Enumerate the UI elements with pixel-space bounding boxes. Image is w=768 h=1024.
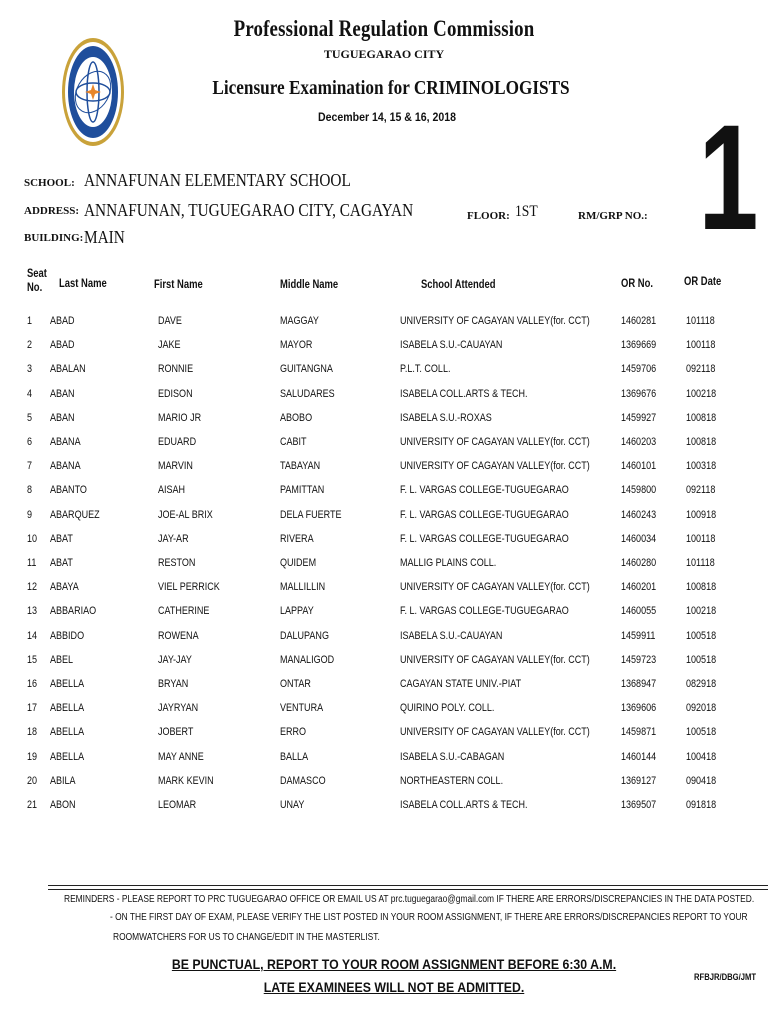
- row-middle-name: GUITANGNA: [280, 363, 333, 376]
- table-row: [0, 747, 768, 771]
- row-or-no: 1459706: [621, 363, 657, 376]
- school-label: SCHOOL:: [24, 177, 75, 189]
- row-or-date: 100818: [686, 411, 717, 424]
- col-or-no: OR No.: [621, 278, 653, 290]
- row-seat: 17: [27, 702, 38, 715]
- row-middle-name: QUIDEM: [280, 557, 317, 569]
- row-or-date: 100218: [686, 387, 717, 400]
- table-row: [0, 674, 768, 698]
- row-last-name: ABANTO: [50, 484, 87, 497]
- row-or-no: 1459723: [621, 653, 657, 666]
- row-first-name: JAYRYAN: [158, 702, 199, 715]
- row-seat: 20: [27, 774, 38, 787]
- row-last-name: ABELLA: [50, 678, 85, 690]
- col-school-attended: School Attended: [421, 279, 496, 291]
- row-school: UNIVERSITY OF CAGAYAN VALLEY(for. CCT): [400, 436, 590, 448]
- row-seat: 7: [27, 460, 33, 473]
- row-last-name: ABELLA: [50, 750, 85, 763]
- row-middle-name: BALLA: [280, 750, 309, 763]
- room-group-label: RM/GRP NO.:: [578, 210, 648, 222]
- row-or-date: 100318: [686, 460, 717, 473]
- row-or-no: 1459871: [621, 726, 657, 739]
- row-school: CAGAYAN STATE UNIV.-PIAT: [400, 678, 522, 690]
- row-school: UNIVERSITY OF CAGAYAN VALLEY(for. CCT): [400, 726, 590, 739]
- row-or-date: 100918: [686, 508, 717, 521]
- table-row: [0, 722, 768, 746]
- row-or-date: 100118: [686, 339, 716, 352]
- row-seat: 12: [27, 581, 38, 594]
- row-middle-name: CABIT: [280, 436, 307, 448]
- row-or-no: 1460243: [621, 508, 657, 521]
- row-seat: 8: [27, 484, 33, 497]
- row-last-name: ABAT: [50, 557, 73, 569]
- row-or-date: 100118: [686, 532, 716, 545]
- table-row: [0, 698, 768, 722]
- row-last-name: ABBARIAO: [50, 605, 97, 618]
- row-last-name: ABAD: [50, 315, 75, 327]
- row-middle-name: ABOBO: [280, 411, 313, 424]
- row-or-date: 100818: [686, 581, 717, 594]
- row-first-name: EDISON: [158, 387, 193, 400]
- row-middle-name: DALUPANG: [280, 629, 329, 642]
- row-or-no: 1459800: [621, 484, 657, 497]
- row-first-name: MARK KEVIN: [158, 774, 214, 787]
- row-first-name: LEOMAR: [158, 799, 197, 811]
- floor-label: FLOOR:: [467, 210, 510, 222]
- table-row: [0, 650, 768, 674]
- row-first-name: ROWENA: [158, 629, 199, 642]
- row-middle-name: TABAYAN: [280, 460, 321, 473]
- row-last-name: ABAN: [50, 411, 75, 424]
- address-label: ADDRESS:: [24, 205, 80, 217]
- row-school: UNIVERSITY OF CAGAYAN VALLEY(for. CCT): [400, 460, 590, 473]
- row-seat: 15: [27, 653, 38, 666]
- row-last-name: ABILA: [50, 774, 76, 787]
- row-middle-name: MANALIGOD: [280, 653, 335, 666]
- row-or-no: 1460280: [621, 557, 657, 569]
- row-school: ISABELA S.U.-CAUAYAN: [400, 629, 503, 642]
- row-school: F. L. VARGAS COLLEGE-TUGUEGARAO: [400, 605, 569, 618]
- row-or-no: 1459911: [621, 629, 656, 642]
- row-seat: 2: [27, 339, 33, 352]
- table-row: [0, 335, 768, 359]
- col-first-name: First Name: [154, 279, 203, 291]
- row-first-name: JOBERT: [158, 726, 194, 739]
- row-middle-name: DELA FUERTE: [280, 508, 342, 521]
- row-seat: 19: [27, 750, 38, 763]
- row-first-name: CATHERINE: [158, 605, 210, 618]
- building-label: BUILDING:: [24, 232, 84, 244]
- row-first-name: MAY ANNE: [158, 750, 204, 763]
- table-row: [0, 771, 768, 795]
- row-or-date: 092118: [686, 363, 716, 376]
- row-or-date: 091818: [686, 799, 717, 811]
- col-seat-line1: Seat: [27, 268, 47, 280]
- table-row: [0, 505, 768, 529]
- row-school: F. L. VARGAS COLLEGE-TUGUEGARAO: [400, 484, 569, 497]
- row-school: UNIVERSITY OF CAGAYAN VALLEY(for. CCT): [400, 653, 590, 666]
- row-last-name: ABAN: [50, 387, 75, 400]
- row-last-name: ABBIDO: [50, 629, 85, 642]
- row-or-no: 1369127: [621, 774, 657, 787]
- row-or-no: 1460034: [621, 532, 657, 545]
- row-or-date: 100518: [686, 726, 717, 739]
- row-first-name: RESTON: [158, 557, 196, 569]
- row-first-name: AISAH: [158, 484, 186, 497]
- table-row: [0, 432, 768, 456]
- row-school: ISABELA S.U.-CAUAYAN: [400, 339, 503, 352]
- row-or-no: 1369669: [621, 339, 657, 352]
- table-row: [0, 480, 768, 504]
- row-middle-name: UNAY: [280, 799, 305, 811]
- punctuality-notice: BE PUNCTUAL, REPORT TO YOUR ROOM ASSIGNMENT BEFORE 6:30 A.M.: [171, 956, 617, 972]
- row-or-date: 100218: [686, 605, 717, 618]
- row-last-name: ABARQUEZ: [50, 508, 100, 521]
- row-or-no: 1460201: [621, 581, 657, 594]
- row-seat: 5: [27, 411, 33, 424]
- row-last-name: ABANA: [50, 460, 81, 473]
- row-middle-name: ONTAR: [280, 678, 311, 690]
- row-or-no: 1368947: [621, 678, 657, 690]
- document-code: RFBJR/DBG/JMT: [694, 972, 757, 982]
- row-or-date: 100818: [686, 436, 717, 448]
- organization-title: Professional Regulation Commission: [233, 16, 535, 41]
- table-row: [0, 408, 768, 432]
- table-row: [0, 311, 768, 335]
- row-or-date: 100418: [686, 750, 717, 763]
- row-seat: 10: [27, 532, 38, 545]
- row-seat: 1: [27, 315, 33, 327]
- organization-city: TUGUEGARAO CITY: [323, 47, 445, 61]
- room-number: 1: [698, 93, 759, 261]
- reminder-line-1: REMINDERS - PLEASE REPORT TO PRC TUGUEGARAO OFFICE OR EMAIL US AT prc.tuguegarao@gmail.com IF THERE ARE ERRORS/DISCREPANCIES IN THE DATA POSTED.: [64, 894, 755, 905]
- row-or-no: 1460144: [621, 750, 657, 763]
- row-first-name: BRYAN: [158, 678, 189, 690]
- row-first-name: MARVIN: [158, 460, 193, 473]
- row-first-name: VIEL PERRICK: [158, 581, 220, 594]
- row-first-name: DAVE: [158, 315, 182, 327]
- table-row: [0, 529, 768, 553]
- col-last-name: Last Name: [59, 278, 107, 290]
- exam-title: Licensure Examination for CRIMINOLOGISTS: [212, 77, 570, 99]
- table-row: [0, 359, 768, 383]
- row-school: MALLIG PLAINS COLL.: [400, 557, 497, 569]
- exam-dates: December 14, 15 & 16, 2018: [318, 110, 456, 124]
- row-last-name: ABELLA: [50, 726, 85, 739]
- table-row: [0, 626, 768, 650]
- row-seat: 18: [27, 726, 38, 739]
- col-seat-line2: No.: [27, 282, 43, 294]
- row-school: ISABELA S.U.-ROXAS: [400, 411, 492, 424]
- row-last-name: ABAYA: [50, 581, 79, 594]
- row-middle-name: VENTURA: [280, 702, 324, 715]
- floor-value: 1ST: [515, 203, 538, 220]
- col-or-date: OR Date: [684, 276, 722, 288]
- row-or-no: 1460055: [621, 605, 657, 618]
- row-first-name: JAKE: [158, 339, 181, 352]
- row-last-name: ABANA: [50, 436, 81, 448]
- table-row: [0, 601, 768, 625]
- row-seat: 16: [27, 678, 38, 690]
- table-row: [0, 384, 768, 408]
- row-last-name: ABALAN: [50, 363, 86, 376]
- reminder-line-3: ROOMWATCHERS FOR US TO CHANGE/EDIT IN THE MASTERLIST.: [113, 932, 380, 943]
- row-first-name: JOE-AL BRIX: [158, 508, 213, 521]
- row-seat: 9: [27, 508, 33, 521]
- row-school: ISABELA COLL.ARTS & TECH.: [400, 799, 528, 811]
- row-last-name: ABON: [50, 799, 76, 811]
- late-admission-notice: LATE EXAMINEES WILL NOT BE ADMITTED.: [263, 979, 525, 995]
- row-middle-name: LAPPAY: [280, 605, 314, 618]
- footer-divider-2: [48, 889, 768, 890]
- row-or-no: 1460101: [621, 460, 657, 473]
- row-or-date: 092018: [686, 702, 717, 715]
- row-or-date: 100518: [686, 653, 717, 666]
- row-seat: 11: [27, 557, 37, 569]
- row-last-name: ABAD: [50, 339, 75, 352]
- address-value: ANNAFUNAN, TUGUEGARAO CITY, CAGAYAN: [84, 200, 414, 220]
- row-or-no: 1369507: [621, 799, 657, 811]
- row-or-no: 1459927: [621, 411, 657, 424]
- row-middle-name: MAGGAY: [280, 315, 319, 327]
- row-seat: 4: [27, 387, 33, 400]
- row-last-name: ABAT: [50, 532, 73, 545]
- row-school: QUIRINO POLY. COLL.: [400, 702, 495, 715]
- row-school: ISABELA S.U.-CABAGAN: [400, 750, 505, 763]
- row-or-date: 101118: [686, 315, 715, 327]
- row-school: F. L. VARGAS COLLEGE-TUGUEGARAO: [400, 532, 569, 545]
- row-school: UNIVERSITY OF CAGAYAN VALLEY(for. CCT): [400, 581, 590, 594]
- row-middle-name: RIVERA: [280, 532, 314, 545]
- row-middle-name: ERRO: [280, 726, 307, 739]
- row-middle-name: DAMASCO: [280, 774, 326, 787]
- row-or-no: 1460281: [621, 315, 657, 327]
- row-seat: 3: [27, 363, 33, 376]
- school-name: ANNAFUNAN ELEMENTARY SCHOOL: [84, 170, 351, 190]
- footer-divider: [48, 885, 768, 886]
- row-last-name: ABEL: [50, 653, 74, 666]
- row-middle-name: PAMITTAN: [280, 484, 325, 497]
- row-or-date: 082918: [686, 678, 717, 690]
- row-school: UNIVERSITY OF CAGAYAN VALLEY(for. CCT): [400, 315, 590, 327]
- row-first-name: EDUARD: [158, 436, 197, 448]
- reminder-line-2: - ON THE FIRST DAY OF EXAM, PLEASE VERIFY THE LIST POSTED IN YOUR ROOM ASSIGNMENT, IF THERE ARE ERRORS/DISCREPANCIES REPORT TO YOUR: [110, 912, 748, 923]
- row-or-no: 1369676: [621, 387, 657, 400]
- row-first-name: JAY-JAY: [158, 653, 192, 666]
- col-middle-name: Middle Name: [280, 279, 339, 291]
- table-row: [0, 795, 768, 819]
- row-or-date: 092118: [686, 484, 716, 497]
- row-or-no: 1460203: [621, 436, 657, 448]
- row-middle-name: SALUDARES: [280, 387, 335, 400]
- row-seat: 13: [27, 605, 38, 618]
- row-or-no: 1369606: [621, 702, 657, 715]
- row-school: F. L. VARGAS COLLEGE-TUGUEGARAO: [400, 508, 569, 521]
- row-school: ISABELA COLL.ARTS & TECH.: [400, 387, 528, 400]
- table-row: [0, 456, 768, 480]
- row-school: NORTHEASTERN COLL.: [400, 774, 504, 787]
- row-or-date: 101118: [686, 557, 715, 569]
- row-first-name: RONNIE: [158, 363, 194, 376]
- row-first-name: JAY-AR: [158, 532, 189, 545]
- row-seat: 14: [27, 629, 38, 642]
- row-or-date: 100518: [686, 629, 717, 642]
- row-first-name: MARIO JR: [158, 411, 202, 424]
- row-or-date: 090418: [686, 774, 717, 787]
- table-row: [0, 577, 768, 601]
- row-school: P.L.T. COLL.: [400, 363, 451, 376]
- row-seat: 6: [27, 436, 33, 448]
- row-seat: 21: [27, 799, 38, 811]
- row-middle-name: MAYOR: [280, 339, 313, 352]
- table-row: [0, 553, 768, 577]
- row-last-name: ABELLA: [50, 702, 85, 715]
- building-value: MAIN: [84, 227, 125, 247]
- row-middle-name: MALLILLIN: [280, 581, 326, 594]
